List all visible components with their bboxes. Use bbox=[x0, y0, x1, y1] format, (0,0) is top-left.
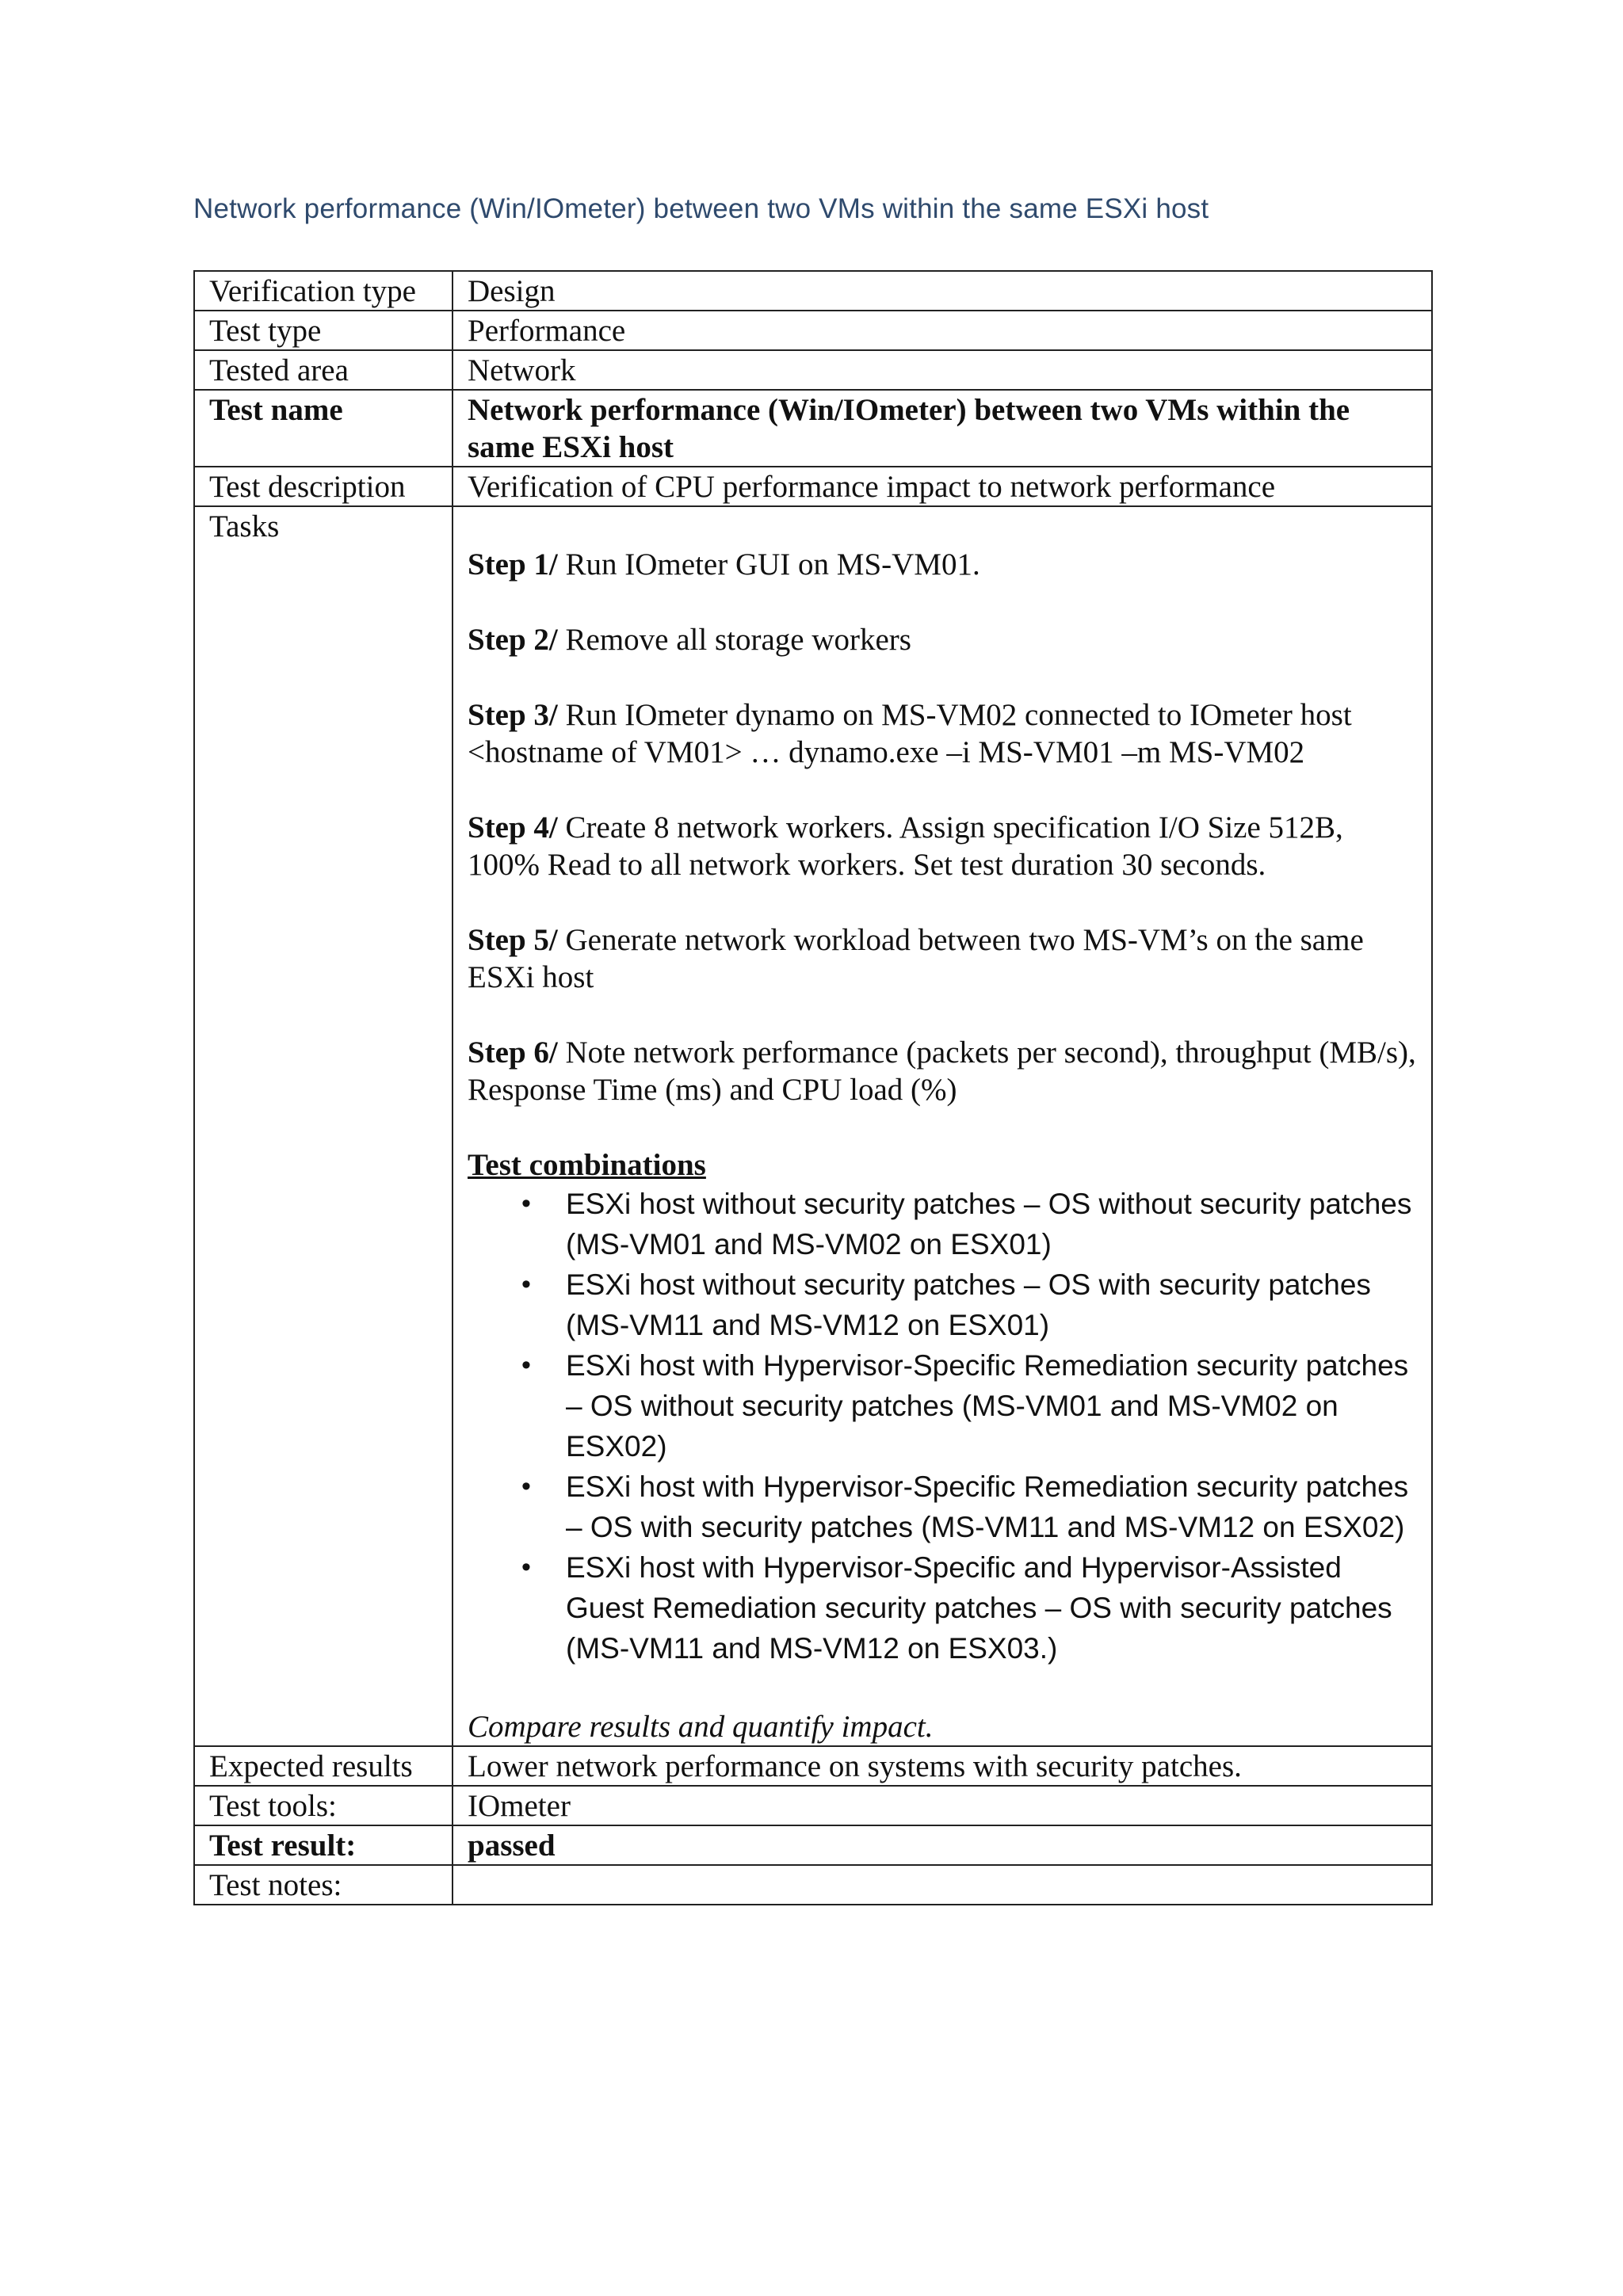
row-label-test-tools: Test tools: bbox=[194, 1786, 453, 1825]
row-value-tasks bbox=[453, 506, 1432, 1746]
step-text: Create 8 network workers. Assign specification I/O Size 512B, 100% Read to all network workers. Set test duration 30 seconds. bbox=[468, 810, 1343, 882]
bullet-icon: • bbox=[521, 1552, 531, 1582]
bullet-icon: • bbox=[521, 1471, 531, 1501]
step-label: Step 1/ bbox=[468, 547, 558, 582]
table-row bbox=[194, 390, 1432, 467]
row-label-tested-area: Tested area bbox=[194, 350, 453, 390]
step-6 bbox=[468, 1034, 1417, 1108]
step-1 bbox=[468, 546, 1417, 583]
list-item: • ESXi host with Hypervisor-Specific Remediation security patches – OS without security patches (MS-VM01 and MS-VM02 on ESX02) bbox=[468, 1345, 1417, 1466]
bullet-icon: • bbox=[521, 1188, 531, 1219]
table-row bbox=[194, 311, 1432, 350]
step-text: Remove all storage workers bbox=[557, 623, 911, 657]
step-4 bbox=[468, 809, 1417, 883]
step-label: Step 5/ bbox=[468, 923, 558, 957]
row-label-verification-type: Verification type bbox=[194, 271, 453, 311]
row-value-tested-area: Network bbox=[453, 350, 1432, 390]
row-label-test-notes: Test notes: bbox=[194, 1865, 453, 1905]
bullet-icon: • bbox=[521, 1269, 531, 1299]
list-item: • ESXi host without security patches – OS without security patches (MS-VM01 and MS-VM02 on ESX01) bbox=[468, 1184, 1417, 1264]
row-label-test-description: Test description bbox=[194, 467, 453, 506]
test-combinations-heading: Test combinations bbox=[468, 1148, 706, 1182]
tasks-closing-note: Compare results and quantify impact. bbox=[468, 1710, 934, 1744]
list-item: • ESXi host with Hypervisor-Specific Remediation security patches – OS with security patches (MS-VM11 and MS-VM12 on ESX02) bbox=[468, 1466, 1417, 1547]
row-value-test-description: Verification of CPU performance impact to network performance bbox=[453, 467, 1432, 506]
row-label-expected-results: Expected results bbox=[194, 1746, 453, 1786]
step-text: Run IOmeter GUI on MS-VM01. bbox=[557, 547, 980, 582]
row-label-test-name: Test name bbox=[194, 390, 453, 467]
row-value-test-name: Network performance (Win/IOmeter) between two VMs within the same ESXi host bbox=[453, 390, 1432, 467]
test-spec-table bbox=[193, 270, 1433, 1905]
table-row bbox=[194, 350, 1432, 390]
step-text: Note network performance (packets per second), throughput (MB/s), Response Time (ms) and CPU load (%) bbox=[468, 1035, 1416, 1107]
row-label-test-type: Test type bbox=[194, 311, 453, 350]
row-value-test-tools: IOmeter bbox=[453, 1786, 1432, 1825]
table-row bbox=[194, 1825, 1432, 1865]
step-label: Step 3/ bbox=[468, 698, 558, 732]
step-text: Generate network workload between two MS-VM’s on the same ESXi host bbox=[468, 923, 1364, 994]
table-row bbox=[194, 1746, 1432, 1786]
list-item: • ESXi host with Hypervisor-Specific and Hypervisor-Assisted Guest Remediation security patches – OS with security patches (MS-VM11 and MS-VM12 on ESX03.) bbox=[468, 1547, 1417, 1669]
step-3 bbox=[468, 696, 1417, 771]
row-value-test-notes bbox=[453, 1865, 1432, 1905]
step-5 bbox=[468, 921, 1417, 996]
table-row bbox=[194, 506, 1432, 1746]
test-combinations-list bbox=[468, 1184, 1417, 1669]
table-row bbox=[194, 1865, 1432, 1905]
row-value-test-type: Performance bbox=[453, 311, 1432, 350]
list-item: • ESXi host without security patches – OS with security patches (MS-VM11 and MS-VM12 on ESX01) bbox=[468, 1264, 1417, 1345]
table-row bbox=[194, 1786, 1432, 1825]
table-row bbox=[194, 271, 1432, 311]
step-2 bbox=[468, 621, 1417, 658]
step-text: Run IOmeter dynamo on MS-VM02 connected to IOmeter host <hostname of VM01> … dynamo.exe –i MS-VM01 –m MS-VM02 bbox=[468, 698, 1352, 769]
step-label: Step 4/ bbox=[468, 810, 558, 845]
step-label: Step 2/ bbox=[468, 623, 558, 657]
row-value-test-result: passed bbox=[453, 1825, 1432, 1865]
row-label-tasks: Tasks bbox=[194, 506, 453, 1746]
row-value-expected-results: Lower network performance on systems with security patches. bbox=[453, 1746, 1432, 1786]
table-row bbox=[194, 467, 1432, 506]
row-value-verification-type: Design bbox=[453, 271, 1432, 311]
step-label: Step 6/ bbox=[468, 1035, 558, 1070]
bullet-icon: • bbox=[521, 1350, 531, 1380]
document-title: Network performance (Win/IOmeter) between two VMs within the same ESXi host bbox=[193, 193, 1209, 224]
row-label-test-result: Test result: bbox=[194, 1825, 453, 1865]
